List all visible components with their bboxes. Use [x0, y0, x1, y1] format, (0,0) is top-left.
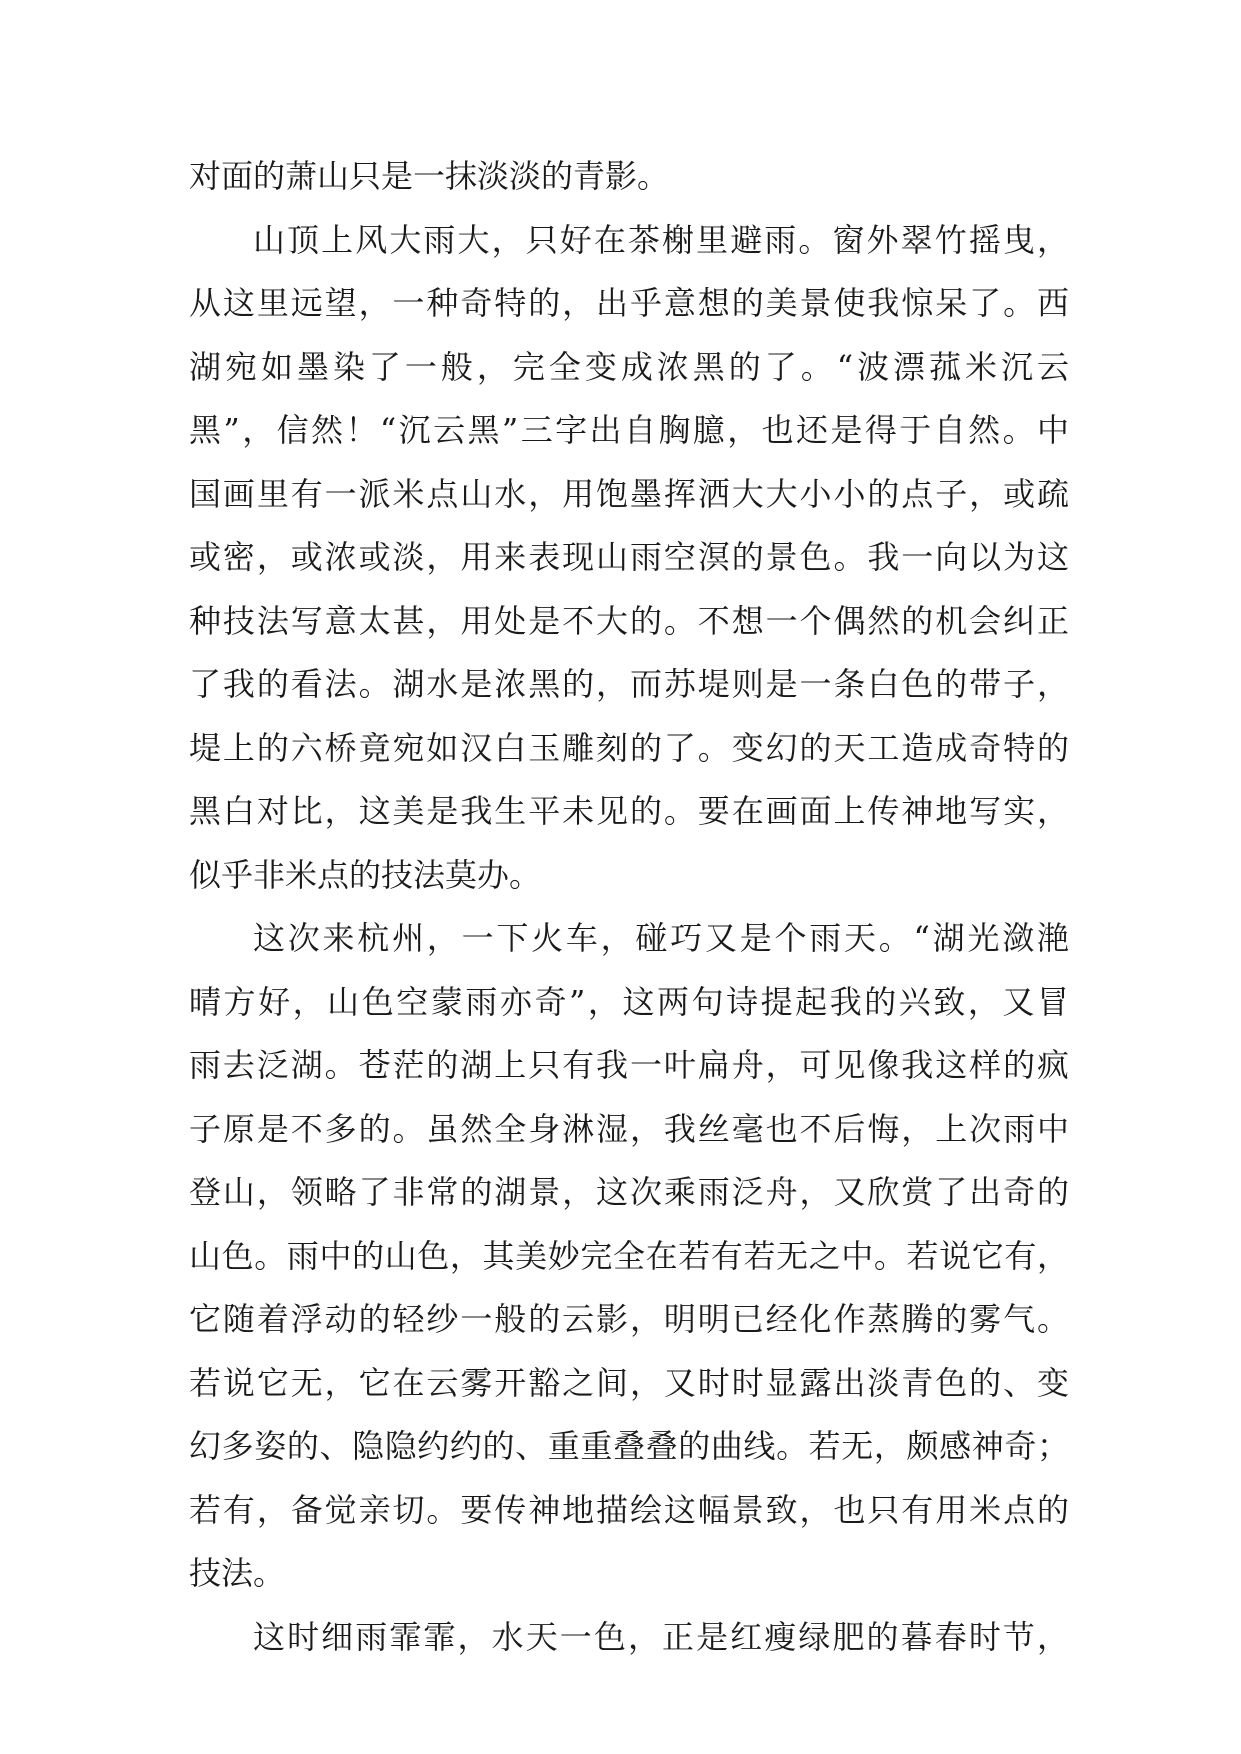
text-line: 若说它无，它在云雾开豁之间，又时时显露出淡青色的、变 [189, 1363, 1069, 1402]
text-line: 国画里有一派米点山水，用饱墨挥洒大大小小的点子，或疏 [189, 474, 1069, 513]
text-line: 似乎非米点的技法莫办。 [189, 855, 542, 894]
text-line: 从这里远望，一种奇特的，出乎意想的美景使我惊呆了。西 [189, 284, 1069, 322]
text-line: 雨去泛湖。苍茫的湖上只有我一叶扁舟，可见像我这样的疯 [189, 1046, 1069, 1084]
text-line: 或密，或浓或淡，用来表现山雨空溟的景色。我一向以为这 [189, 538, 1069, 576]
text-line: 登山，领略了非常的湖景，这次乘雨泛舟，又欣赏了出奇的 [189, 1173, 1069, 1211]
paragraph-first-line: 这时细雨霏霏，水天一色，正是红瘦绿肥的暮春时节， [253, 1617, 1069, 1656]
text-line: 对面的萧山只是一抹淡淡的青影。 [189, 157, 670, 195]
text-line: 它随着浮动的轻纱一般的云影，明明已经化作蒸腾的雾气。 [189, 1300, 1069, 1338]
text-line: 湖宛如墨染了一般，完全变成浓黑的了。“波漂菰米沉云 [189, 347, 1069, 386]
text-line: 幻多姿的、隐隐约约的、重重叠叠的曲线。若无，颇感神奇； [189, 1427, 1069, 1465]
text-line: 黑”，信然！“沉云黑”三字出自胸臆，也还是得于自然。中 [189, 411, 1069, 449]
paragraph-first-line: 山顶上风大雨大，只好在茶榭里避雨。窗外翠竹摇曳， [253, 220, 1069, 259]
paragraph-first-line: 这次来杭州，一下火车，碰巧又是个雨天。“湖光潋滟 [253, 919, 1069, 957]
text-line: 晴方好，山色空蒙雨亦奇”，这两句诗提起我的兴致，又冒 [189, 982, 1069, 1021]
text-line: 子原是不多的。虽然全身淋湿，我丝毫也不后悔，上次雨中 [189, 1109, 1069, 1148]
text-line: 了我的看法。湖水是浓黑的，而苏堤则是一条白色的带子， [189, 665, 1069, 703]
text-line: 技法。 [189, 1554, 286, 1592]
text-line: 堤上的六桥竟宛如汉白玉雕刻的了。变幻的天工造成奇特的 [189, 728, 1069, 767]
text-line: 黑白对比，这美是我生平未见的。要在画面上传神地写实， [189, 792, 1069, 830]
text-line: 若有，备觉亲切。要传神地描绘这幅景致，也只有用米点的 [189, 1490, 1069, 1529]
text-line: 种技法写意太甚，用处是不大的。不想一个偶然的机会纠正 [189, 601, 1069, 640]
article-body [189, 145, 1069, 1669]
text-line: 山色。雨中的山色，其美妙完全在若有若无之中。若说它有， [189, 1236, 1069, 1275]
